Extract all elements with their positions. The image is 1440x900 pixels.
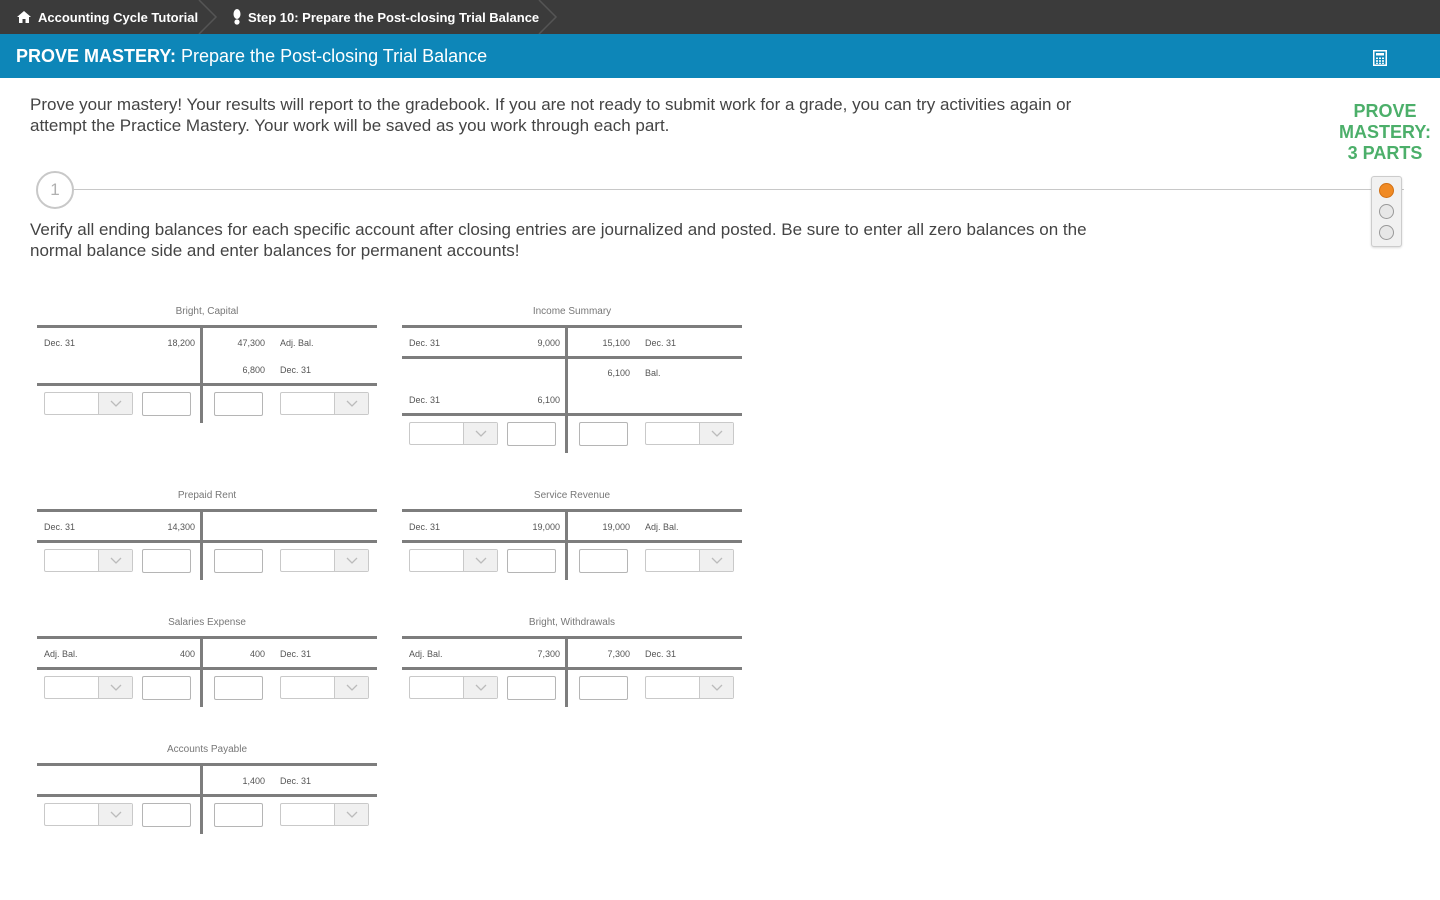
account-title: Accounts Payable <box>166 744 248 755</box>
intro-text: Prove your mastery! Your results will report to the gradebook. If you are not ready to submit work for a grade, you can try activities again or attempt the Practice Mastery. Your work will be saved as you work through each part. <box>30 95 1072 135</box>
account-title: Salaries Expense <box>168 617 246 628</box>
chevron-down-icon <box>98 677 132 698</box>
credit-label: Dec. 31 <box>645 649 677 659</box>
step-divider <box>74 189 1404 190</box>
chevron-down-icon <box>98 393 132 414</box>
step-number: 1 <box>36 171 74 209</box>
debit-label: Dec. 31 <box>44 522 76 532</box>
chevron-down-icon <box>98 804 132 825</box>
side-label-line: PROVE <box>1353 101 1417 121</box>
t-account-top-line <box>37 325 377 328</box>
debit-label: Adj. Bal. <box>409 649 443 659</box>
credit-label-select[interactable] <box>645 676 734 699</box>
credit-label-select[interactable] <box>645 422 734 445</box>
credit-balance-input[interactable] <box>214 392 263 416</box>
credit-label-select[interactable] <box>280 392 369 415</box>
debit-label-select[interactable] <box>409 676 498 699</box>
t-account-total-line <box>402 540 742 543</box>
t-account-divider <box>565 636 568 707</box>
credit-amount: 6,800 <box>242 365 265 375</box>
debit-amount: 400 <box>179 649 195 659</box>
credit-balance-input[interactable] <box>214 676 263 700</box>
t-account-total-line <box>37 383 377 386</box>
breadcrumb-home-label: Accounting Cycle Tutorial <box>38 9 199 25</box>
calculator-icon[interactable] <box>1373 50 1387 71</box>
debit-balance-input[interactable] <box>142 676 191 700</box>
part-3-indicator[interactable] <box>1379 225 1394 240</box>
t-account-bright-withdrawals <box>402 617 742 709</box>
credit-label-select[interactable] <box>280 803 369 826</box>
credit-balance-input[interactable] <box>579 422 628 446</box>
account-title: Bright, Withdrawals <box>528 617 616 628</box>
debit-amount: 18,200 <box>167 338 195 348</box>
t-account-salaries-expense <box>37 617 377 709</box>
t-account-bright-capital <box>37 306 377 426</box>
t-account-subtotal-line <box>402 356 742 359</box>
credit-balance-input[interactable] <box>214 549 263 573</box>
debit-balance-input[interactable] <box>142 392 191 416</box>
debit-label: Dec. 31 <box>409 522 441 532</box>
chevron-down-icon <box>334 677 368 698</box>
debit-balance-input[interactable] <box>507 676 556 700</box>
credit-amount: 1,400 <box>242 776 265 786</box>
breadcrumb <box>0 0 1440 34</box>
chevron-down-icon <box>463 677 497 698</box>
debit-balance-input[interactable] <box>507 549 556 573</box>
credit-label-select[interactable] <box>280 676 369 699</box>
chevron-down-icon <box>699 550 733 571</box>
page-title-prefix: PROVE MASTERY: <box>16 45 177 66</box>
debit-amount: 6,100 <box>537 395 560 405</box>
debit-label: Dec. 31 <box>44 338 76 348</box>
credit-label: Dec. 31 <box>280 649 312 659</box>
chevron-down-icon <box>334 550 368 571</box>
t-account-divider <box>200 325 203 423</box>
credit-label: Dec. 31 <box>280 776 312 786</box>
credit-label: Dec. 31 <box>645 338 677 348</box>
debit-amount: 7,300 <box>537 649 560 659</box>
chevron-down-icon <box>334 804 368 825</box>
chevron-down-icon <box>699 423 733 444</box>
t-account-total-line <box>402 413 742 416</box>
account-title: Prepaid Rent <box>177 490 237 501</box>
credit-balance-input[interactable] <box>214 803 263 827</box>
t-account-prepaid-rent <box>37 490 377 582</box>
breadcrumb-step-label: Step 10: Prepare the Post-closing Trial Balance <box>248 9 540 25</box>
prove-mastery-parts-label <box>1330 101 1440 164</box>
debit-label: Adj. Bal. <box>44 649 78 659</box>
account-title: Income Summary <box>532 306 612 317</box>
chevron-down-icon <box>334 393 368 414</box>
account-title: Service Revenue <box>533 490 611 501</box>
breadcrumb-step[interactable] <box>232 0 539 34</box>
part-2-indicator[interactable] <box>1379 204 1394 219</box>
credit-label: Bal. <box>645 368 661 378</box>
credit-amount: 19,000 <box>602 522 630 532</box>
t-account-service-revenue <box>402 490 742 582</box>
t-account-top-line <box>402 325 742 328</box>
t-account-total-line <box>402 667 742 670</box>
debit-amount: 14,300 <box>167 522 195 532</box>
debit-label: Dec. 31 <box>409 338 441 348</box>
footprint-icon <box>232 9 242 25</box>
debit-label-select[interactable] <box>44 676 133 699</box>
chevron-down-icon <box>98 550 132 571</box>
credit-balance-input[interactable] <box>579 549 628 573</box>
t-account-income-summary <box>402 306 742 456</box>
t-account-top-line <box>37 763 377 766</box>
home-icon <box>16 10 32 24</box>
t-account-total-line <box>37 540 377 543</box>
credit-amount: 7,300 <box>607 649 630 659</box>
breadcrumb-separator <box>198 0 218 34</box>
debit-balance-input[interactable] <box>142 803 191 827</box>
t-account-accounts-payable <box>37 744 377 836</box>
chevron-down-icon <box>463 550 497 571</box>
part-navigator <box>1371 176 1402 247</box>
credit-label-select[interactable] <box>280 549 369 572</box>
account-title: Bright, Capital <box>175 306 239 317</box>
t-account-divider <box>200 763 203 834</box>
debit-balance-input[interactable] <box>142 549 191 573</box>
instructions-text: Verify all ending balances for each specific account after closing entries are journalized and posted. Be sure to enter all zero balances on the normal balance side and enter balances for permanent accounts! <box>30 220 1087 260</box>
credit-amount: 15,100 <box>602 338 630 348</box>
debit-amount: 9,000 <box>537 338 560 348</box>
debit-label: Dec. 31 <box>409 395 441 405</box>
t-account-top-line <box>37 509 377 512</box>
side-label-line: 3 PARTS <box>1347 143 1423 163</box>
debit-balance-input[interactable] <box>507 422 556 446</box>
credit-amount: 400 <box>249 649 265 659</box>
debit-label-select[interactable] <box>44 392 133 415</box>
debit-label-select[interactable] <box>409 549 498 572</box>
t-account-total-line <box>37 667 377 670</box>
t-account-total-line <box>37 794 377 797</box>
title-bar <box>0 34 1440 78</box>
credit-label: Adj. Bal. <box>645 522 679 532</box>
page-title <box>16 34 487 78</box>
t-account-top-line <box>37 636 377 639</box>
credit-balance-input[interactable] <box>579 676 628 700</box>
t-account-divider <box>200 509 203 580</box>
debit-amount: 19,000 <box>532 522 560 532</box>
credit-label-select[interactable] <box>645 549 734 572</box>
credit-amount: 6,100 <box>607 368 630 378</box>
t-account-top-line <box>402 636 742 639</box>
side-label-line: MASTERY: <box>1339 122 1431 142</box>
credit-amount: 47,300 <box>237 338 265 348</box>
breadcrumb-home[interactable] <box>16 0 198 34</box>
t-account-divider <box>200 636 203 707</box>
chevron-down-icon <box>463 423 497 444</box>
t-account-divider <box>565 509 568 580</box>
breadcrumb-separator <box>538 0 558 34</box>
page-title-text: Prepare the Post-closing Trial Balance <box>181 45 488 66</box>
debit-label-select[interactable] <box>409 422 498 445</box>
debit-label-select[interactable] <box>44 803 133 826</box>
chevron-down-icon <box>699 677 733 698</box>
credit-label: Adj. Bal. <box>280 338 314 348</box>
t-account-top-line <box>402 509 742 512</box>
part-1-indicator[interactable] <box>1379 183 1394 198</box>
debit-label-select[interactable] <box>44 549 133 572</box>
credit-label: Dec. 31 <box>280 365 312 375</box>
t-account-divider <box>565 325 568 453</box>
